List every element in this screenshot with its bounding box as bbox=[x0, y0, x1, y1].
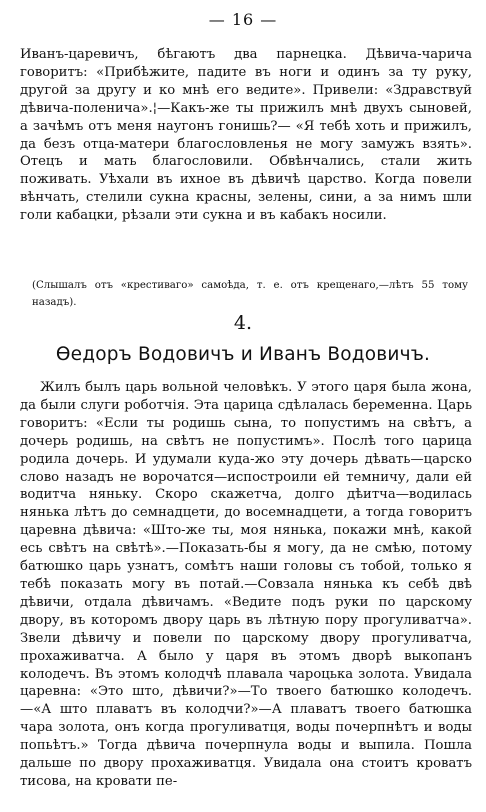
story-paragraph: Жилъ былъ царь вольной человѣкъ. У этого царя была жона, да были слуги роботчія. Эта царица сдѣлалась беременна. Царь говоритъ: «Если ты родишь сына, то попустимъ на свѣтъ, а дочерь родишь, на свѣтъ не попустимъ». Послѣ того царица родила дочерь. И удумали куда-жо эту дочерь дѣвать—царско слово назадъ не ворочатся—испостроили ей темничу, дали ей водитча няньку. Скоро скажетча, долго дѣитча—водилась нянька лѣтъ до семнадцети, до восемнадцети, а тогда говоритъ царевна дѣвича: «Што-же ты, моя нянька, покажи мнѣ, какой есь свѣтъ на свѣтѣ».—Показать-бы я могу, да не смѣю, потому батюшко царь узнатъ, сомѣтъ наши головы съ тобой, только я тебѣ показать могу въ потай.—Совзала нянька къ себѣ двѣ дѣвичи, отдала дѣвичамъ. «Ведите подъ руки по царскому двору, въ которомъ двору царь въ лѣтную пору прогуливатча». Звели дѣвичу и повели по царскому двору прогуливатча, прохаживатча. А было у царя въ этомъ дворѣ выкопанъ колодечъ. Въ этомъ колодчѣ плавала чароцька золота. Увидала царевна: «Это што, дѣвичи?»—То твоего батюшко колодечъ.—«А што плаватъ въ колодчи?»—А плаватъ твоего батюшка чара золота, онъ когда прогуливатця, воды почерпнѣтъ и воды попьѣтъ.» Тогда дѣвича почерпнула воды и выпила. Пошла дальше по двору прохаживатця. Увидала она стоитъ кроватъ тисова, на кровати пе- bbox=[20, 380, 472, 789]
story-text bbox=[20, 379, 472, 791]
source-note: (Слышалъ отъ «крестиваго» самоѣда, т. е. отъ крещенаго,—лѣтъ 55 тому назадъ). bbox=[32, 280, 468, 308]
story-title: Ѳедоръ Водовичъ и Иванъ Водовичъ. bbox=[55, 344, 431, 365]
section-number: 4. bbox=[233, 312, 253, 334]
previous-story-paragraph: Иванъ-царевичъ, бѣгаютъ два парнецка. Дѣвича-чарича говоритъ: «Прибѣжите, падите въ ноги и одинъ за ту руку, другой за другу и ко мнѣ его ведите». Привели: «Здравствуй дѣвича-поленича».¦—Какъ-же ты прижилъ мнѣ двухъ сыновей, а зачѣмъ отъ меня наугонъ гонишь?— «Я тебѣ хоть и прижилъ, да безъ отца-матери благословленья не могу замужъ взять». Отецъ и мать благословили. Обвѣнчались, стали жить поживать. Уѣхали въ ихное въ дѣвичѣ царство. Когда повели вѣнчать, стелили сукна красны, зелены, сини, а за нимъ шли голи кабацки, рѣзали эти сукна и въ кабакъ носили. bbox=[20, 47, 472, 224]
page-number: — 16 — bbox=[208, 10, 278, 29]
previous-story-ending bbox=[20, 46, 472, 225]
